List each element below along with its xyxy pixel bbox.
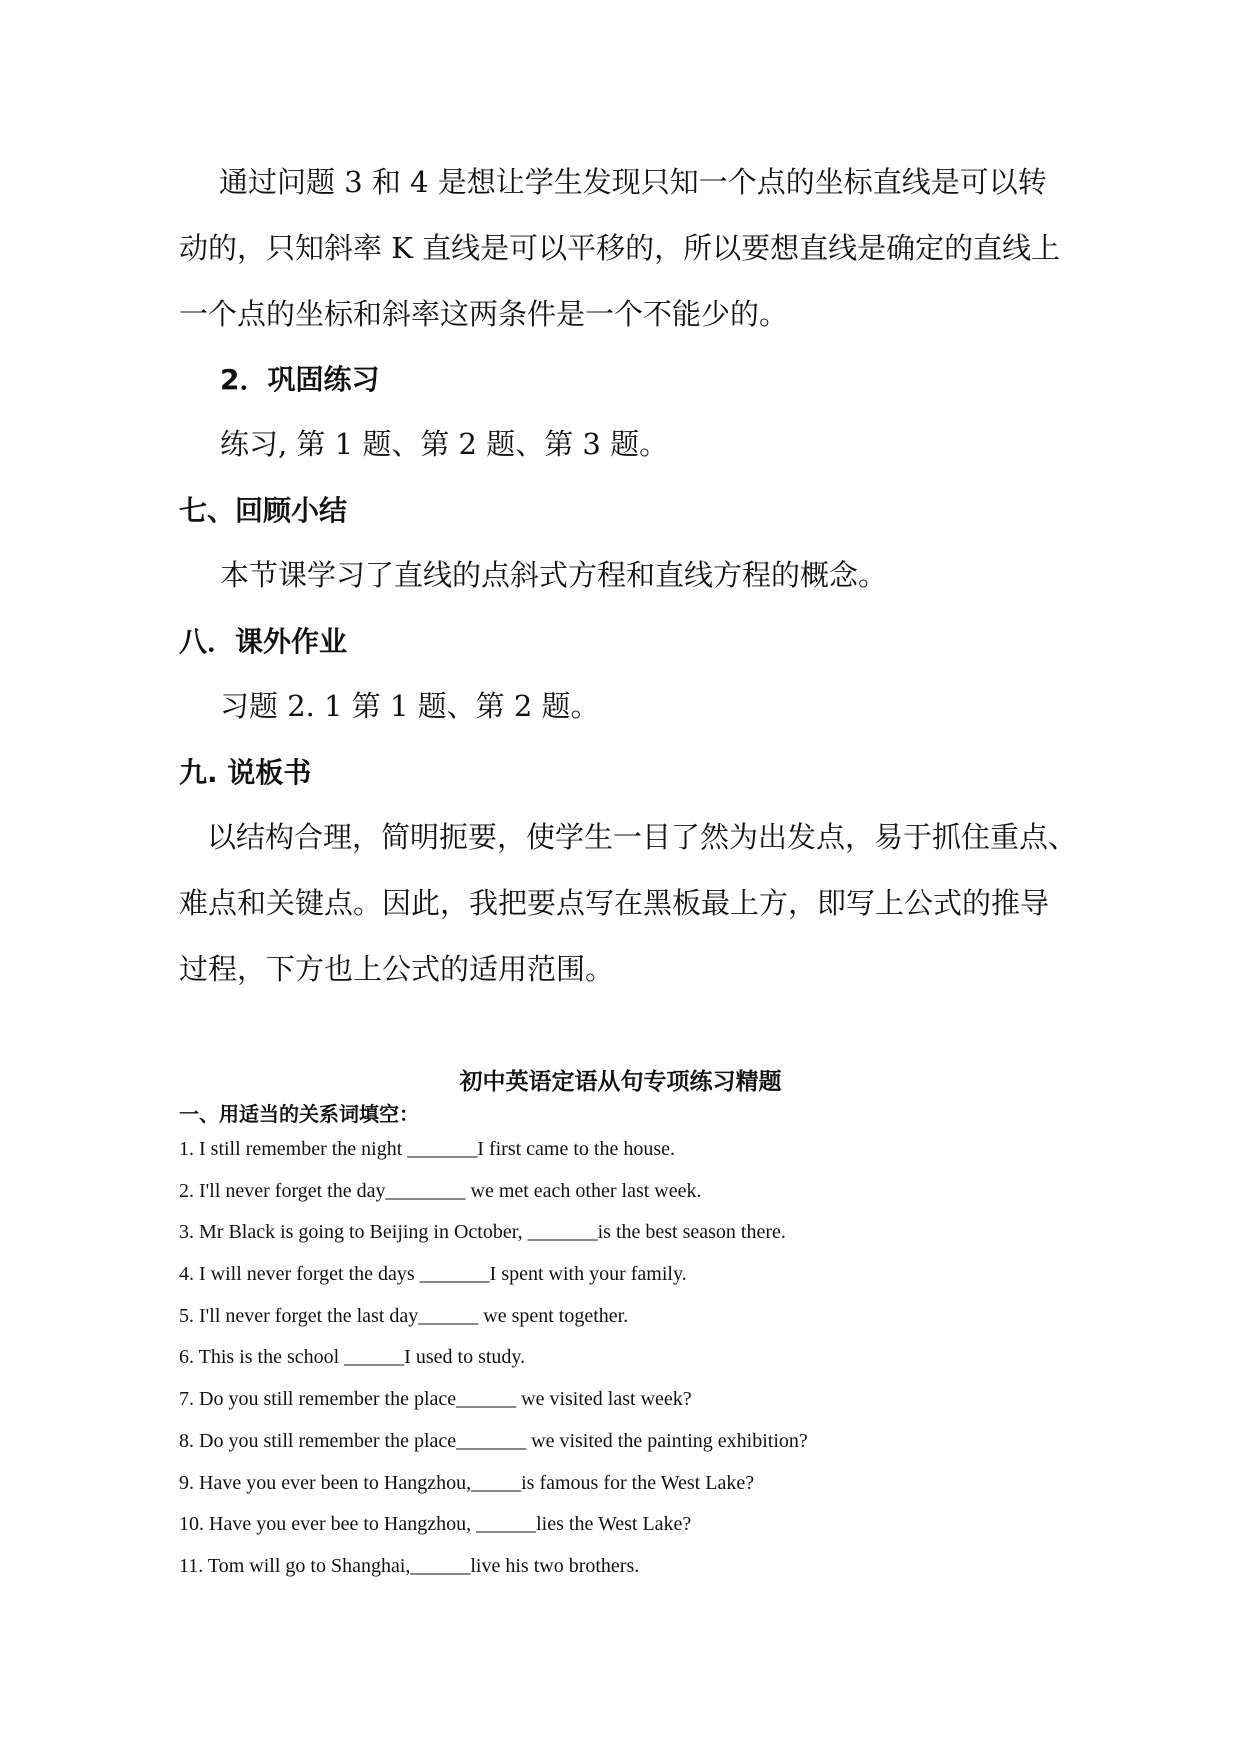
homework-text: 习题 2. 1 第 1 题、第 2 题。: [220, 689, 600, 723]
exercise-item: 11. Tom will go to Shanghai,______live his two brothers.: [179, 1554, 640, 1577]
exercise-item: 8. Do you still remember the place_______ we visited the painting exhibition?: [179, 1429, 808, 1452]
summary-text: 本节课学习了直线的点斜式方程和直线方程的概念。: [220, 558, 888, 592]
paragraph-line: 动的，只知斜率 K 直线是可以平移的，所以要想直线是确定的直线上: [179, 231, 1061, 265]
paragraph-line: 一个点的坐标和斜率这两条件是一个不能少的。: [179, 297, 789, 331]
paragraph-blackboard-plan: [179, 817, 1079, 1015]
paragraph-problem-discussion: [179, 162, 1079, 360]
heading-review-summary: 七、回顾小结: [179, 494, 348, 527]
paragraph-line: 过程，下方也上公式的适用范围。: [179, 952, 615, 986]
exercise-item: 6. This is the school ______I used to study.: [179, 1346, 526, 1369]
exercise-item: 5. I'll never forget the last day______ we spent together.: [179, 1304, 629, 1327]
exercise-item: 7. Do you still remember the place______ we visited last week?: [179, 1388, 692, 1411]
heading-homework: 八．课外作业: [179, 625, 348, 658]
exercise-list: [179, 1135, 808, 1594]
paragraph-line: 通过问题 3 和 4 是想让学生发现只知一个点的坐标直线是可以转: [219, 165, 1047, 199]
exercise-item: 10. Have you ever bee to Hangzhou, ______lies the West Lake?: [179, 1513, 692, 1536]
practice-text: 练习, 第 1 题、第 2 题、第 3 题。: [220, 427, 669, 461]
exercise-title: 初中英语定语从句专项练习精题: [459, 1069, 782, 1095]
paragraph-line: 难点和关键点。因此，我把要点写在黑板最上方，即写上公式的推导: [179, 886, 1050, 920]
paragraph-line: 以结构合理，简明扼要，使学生一目了然为出发点，易于抓住重点、: [207, 820, 1078, 854]
exercise-part1-heading: 一、用适当的关系词填空：: [179, 1102, 419, 1126]
exercise-item: 4. I will never forget the days _______I spent with your family.: [179, 1263, 687, 1286]
exercise-item: 9. Have you ever been to Hangzhou,_____is famous for the West Lake?: [179, 1471, 755, 1494]
exercise-item: 2. I'll never forget the day________ we met each other last week.: [179, 1179, 702, 1202]
exercise-item: 3. Mr Black is going to Beijing in October, _______is the best season there.: [179, 1221, 786, 1244]
heading-blackboard-plan: 九. 说板书: [179, 756, 312, 789]
exercise-item: 1. I still remember the night _______I first came to the house.: [179, 1138, 675, 1160]
subheading-consolidation-practice: 2．巩固练习: [220, 363, 380, 396]
